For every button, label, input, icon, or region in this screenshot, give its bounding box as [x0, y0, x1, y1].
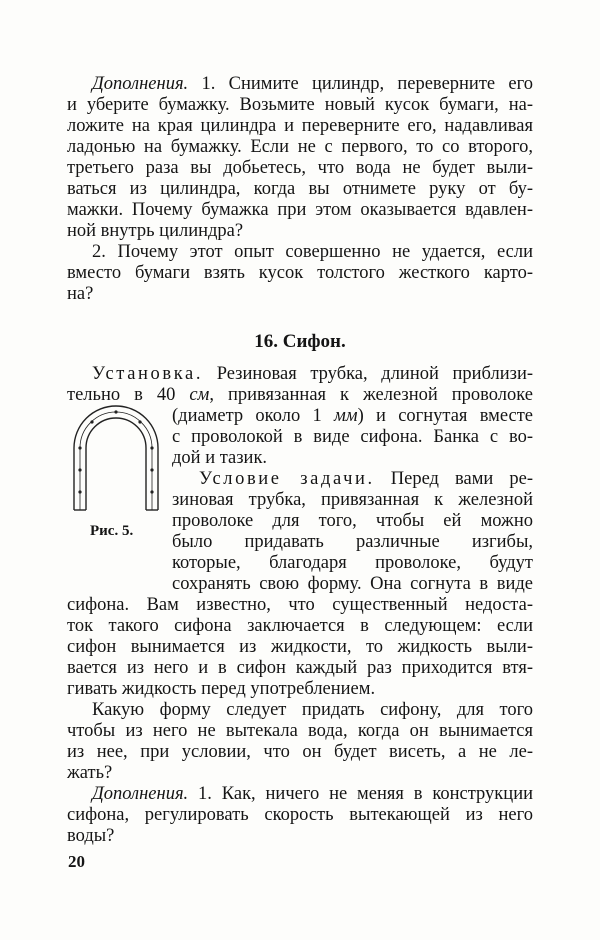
text-line: ной внутрь цилиндра?	[67, 221, 244, 241]
text-line: было придавать различные изгибы,	[172, 532, 533, 552]
text-line: ваться из цилиндра, когда вы отнимете руку от бу-	[67, 179, 533, 199]
text-line: Условие задачи. Перед вами ре-	[199, 469, 533, 489]
siphon-tube	[74, 406, 158, 510]
text-line: чтобы из него не вытекала вода, когда он вынимается	[67, 721, 533, 741]
text-line: 2. Почему этот опыт совершенно не удается, если	[92, 242, 533, 262]
unit-cm: см	[189, 385, 210, 405]
additions-label: Дополнения.	[92, 784, 189, 804]
text-line: Какую форму следует придать сифону, для того	[92, 700, 533, 720]
siphon-figure	[66, 400, 166, 518]
text-line: Дополнения. 1. Снимите цилиндр, переверните его	[92, 74, 533, 94]
text-line: ток такого сифона заключается в следующем: если	[67, 616, 533, 636]
text-line: из нее, при условии, что он будет висеть, а не ле-	[67, 742, 533, 762]
text-line: Дополнения. 1. Как, ничего не меняя в конструкции	[92, 784, 533, 804]
text-line: сифона. Вам известно, что существенный недоста-	[67, 595, 533, 615]
text-line: воды?	[67, 826, 115, 846]
text-line: жать?	[67, 763, 113, 783]
text-line: сифона, регулировать скорость вытекающей из него	[67, 805, 533, 825]
text-line: с проволокой в виде сифона. Банка с во-	[172, 427, 533, 447]
text-line: зиновая трубка, привязанная к железной	[172, 490, 533, 510]
text-line: ладонью на бумажку. Если не с первого, то со второго,	[67, 137, 533, 157]
text-line: сохранять свою форму. Она согнута в виде	[172, 574, 533, 594]
siphon-drawing	[66, 400, 166, 518]
text-line: проволоке для того, чтобы ей можно	[172, 511, 533, 531]
text-line: тельно в 40 см, привязанная к железной проволоке	[67, 385, 533, 405]
text-line: дой и тазик.	[172, 448, 268, 468]
text-line: ложите на края цилиндра и переверните его, надавливая	[67, 116, 533, 136]
setup-label: Установка.	[92, 364, 204, 384]
text-line: которые, благодаря проволоке, будут	[172, 553, 533, 573]
text-line: вместо бумаги взять кусок толстого жесткого карто-	[67, 263, 533, 283]
text-line: на?	[67, 284, 94, 304]
additions-label: Дополнения.	[92, 74, 189, 94]
unit-mm: мм	[334, 406, 358, 426]
text-line: (диаметр около 1 мм) и согнутая вместе	[172, 406, 534, 426]
text-line: гивать жидкость перед употреблением.	[67, 679, 376, 699]
section-heading: 16. Сифон.	[254, 331, 346, 352]
text-line: Установка. Резиновая трубка, длиной приблизи-	[92, 364, 534, 384]
text-line: третьего раза вы добьетесь, что вода не будет выли-	[67, 158, 533, 178]
text-line: вается из него и в сифон каждый раз приходится втя-	[67, 658, 533, 678]
task-label: Условие задачи.	[199, 469, 375, 489]
text-line: сифон вынимается из жидкости, то жидкость выли-	[67, 637, 533, 657]
text-line: и уберите бумажку. Возьмите новый кусок бумаги, на-	[67, 95, 533, 115]
figure-caption: Рис. 5.	[90, 523, 134, 539]
text-line: мажки. Почему бумажка при этом оказывается вдавлен-	[67, 200, 533, 220]
page-number: 20	[68, 852, 85, 871]
